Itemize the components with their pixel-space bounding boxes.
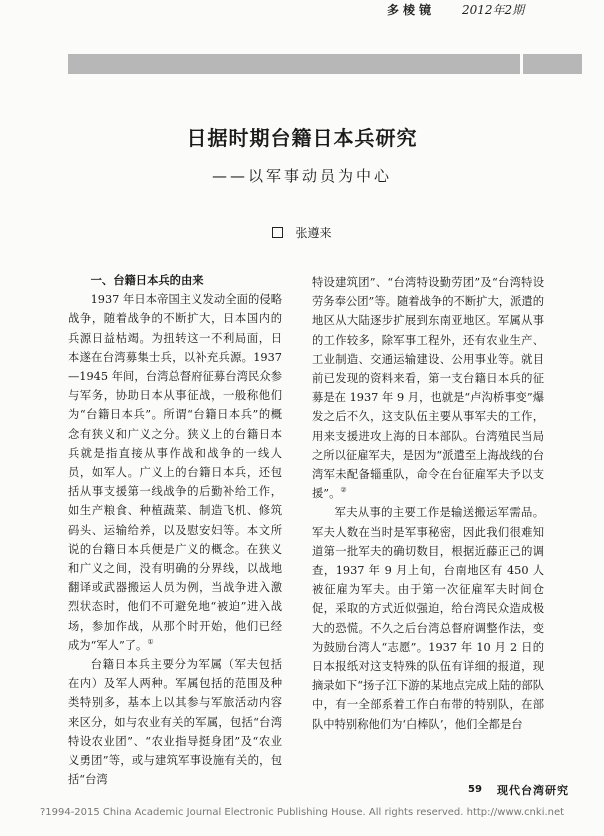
journal-name: 现代台湾研究 [497,784,569,797]
paragraph: 军夫从事的主要工作是输送搬运军需品。军夫人数在当时是军事秘密，因此我们很难知道第一批军夫的确切数目，根据近藤正己的调查，1937 年 9 月上旬，台南地区有 450 人被征雇为军夫。由于第一次征雇军夫时间仓促，采取的方式近似强迫，给台湾民众造成极大的恐慌。不久之后台湾总督府调整作法，变为鼓励台湾人“志愿”。1937 年 10 月 2 日的日本报纸对这支特殊的队伍有详细的报道，现摘录如下“扬子江下游的某地点完成上陆的部队中，有一全部系着工作白布带的特别队，在部队中特别称他们为‘白棒队’，他们全都是台 [312,506,544,731]
copyright-notice: ?1994-2015 China Academic Journal Electronic Publishing House. All rights reserved. http://www.cnki.net [39,807,565,818]
header-divider [520,54,523,74]
right-column [312,273,544,734]
square-bullet-icon [272,227,283,238]
page-number: 59 [468,784,482,795]
section-heading: 一、台籍日本兵的由来 [90,274,204,287]
column-name: 多棱镜 [386,3,435,17]
paragraph-text: 特设建筑团”、“台湾特设勤劳团”及“台湾特设劳务奉公团”等。随着战争的不断扩大，派遣的地区从大陆逐步扩展到东南亚地区。军属从事的工作较多，除军事工程外，还有农业生产、工业制造、交通运输建设、公用事业等。就目前已发现的资料来看，第一支台籍日本兵的征募是在 1937 年 9 月，也就是“卢沟桥事变”爆发之后不久，这支队伍主要从事军夫的工作，用来支援进攻上海的日本部队。台湾殖民当局之所以征雇军夫，是因为“派遣至上海战线的台湾军未配备辎重队，命令在台征雇军夫予以支援”。 [312,276,544,501]
paragraph [68,290,282,655]
footnote-marker: ① [147,638,154,647]
paragraph [312,273,544,503]
footnote-marker: ② [340,486,347,495]
paragraph: 台籍日本兵主要分为军属（军夫包括在内）及军人两种。军属包括的范围及种类特别多，基本上以其参与军旅活动内容来区分，如与农业有关的军属，包括“台湾特设农业团”、“农业指导挺身团”及“农业义勇团”等，或与建筑军事设施有关的，包括“台湾 [68,658,282,787]
header-bar [68,54,582,74]
paragraph-text: 1937 年日本帝国主义发动全面的侵略战争，随着战争的不断扩大，日本国内的兵源日益枯竭。为扭转这一不利局面，日本遂在台湾募集士兵，以补充兵源。1937—1945 年间，台湾总督府征募台湾民众参与军务，协助日本从事征战，一般称他们为“台籍日本兵”。所谓“台籍日本兵”的概念有狭义和广义之分。狭义上的台籍日本兵就是指直接从事作战和战争的一线人员，如军人。广义上的台籍日本兵，还包括从事支援第一线战争的后勤补给工作，如生产粮食、种植蔬菜、制造飞机、修筑码头、运输给养，以及慰安妇等。本文所说的台籍日本兵便是广义的概念。在狭义和广义之间，没有明确的分界线，以战地翻译或武器搬运人员为例，当战争进入激烈状态时，他们不可避免地“被迫”进入战场，参加作战，从那个时开始，他们已经成为“军人”了。 [68,293,282,652]
article-title: 日据时期台籍日本兵研究 [186,126,418,150]
article-subtitle: ——以军事动员为中心 [211,167,392,185]
left-column [68,271,282,789]
issue-label: 2012年2期 [462,3,525,17]
author-line [0,224,604,241]
author-name: 张遵来 [295,226,332,240]
